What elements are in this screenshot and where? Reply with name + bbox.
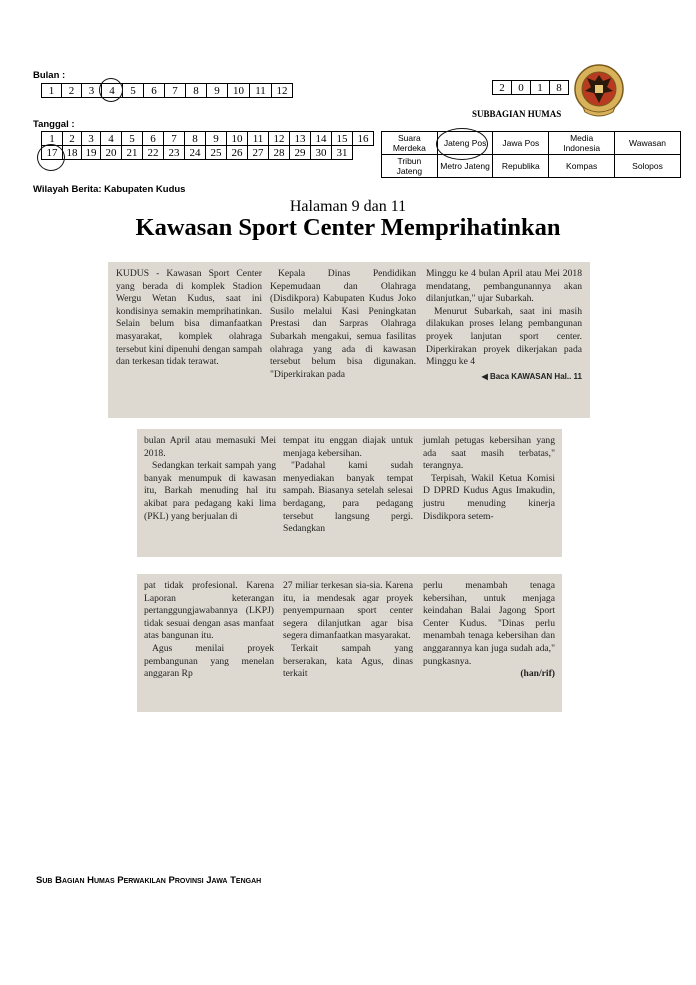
date-cell: 2 (63, 132, 82, 146)
date-cell: 7 (164, 132, 185, 146)
date-cell: 23 (164, 146, 185, 160)
continued-reference: ◀ Baca KAWASAN Hal.. 11 (481, 371, 582, 381)
bulan-label: Bulan : (33, 70, 66, 81)
date-cell: 16 (353, 132, 374, 146)
date-cell: 9 (206, 132, 227, 146)
clip2-paragraph: bulan April atau memasuki Mei 2018. (144, 435, 276, 459)
date-cell: 21 (122, 146, 143, 160)
month-cell: 7 (165, 84, 186, 98)
year-digit-cell: 2 (493, 81, 512, 95)
clip2-paragraph: jumlah petugas kebersihan yang ada saat masih terbatas," terangnya. (423, 435, 555, 472)
newspaper-cell: Metro Jateng (437, 155, 493, 178)
year-digit-cell: 8 (550, 81, 569, 95)
newspaper-cell: Jateng Pos (437, 132, 493, 155)
date-cell: 30 (311, 146, 332, 160)
arrow-icon: ◀ (481, 371, 490, 381)
newspaper-cell: Jawa Pos (493, 132, 549, 155)
date-cell: 8 (185, 132, 206, 146)
date-cell: 11 (248, 132, 269, 146)
date-cell: 12 (269, 132, 290, 146)
footer-text: Sub Bagian Humas Perwakilan Provinsi Jawa Tengah (36, 875, 262, 886)
date-cell: 3 (82, 132, 101, 146)
date-cell: 31 (332, 146, 353, 160)
month-cell: 1 (42, 84, 62, 98)
selected-month-circle (99, 78, 123, 102)
date-cell: 14 (311, 132, 332, 146)
clip1-paragraph: Minggu ke 4 bulan April atau Mei 2018 mendatang, pembangunannya akan dilanjutkan," ujar Subarkah. (426, 268, 582, 305)
date-cell: 25 (206, 146, 227, 160)
month-cell: 8 (186, 84, 207, 98)
date-cell: 6 (143, 132, 164, 146)
month-cell: 12 (272, 84, 293, 98)
news-clipping-3 (137, 574, 562, 712)
date-cell: 1 (42, 132, 63, 146)
clip1-column-2 (270, 268, 416, 381)
clip3-column-3 (423, 580, 555, 681)
date-cell: 28 (269, 146, 290, 160)
newspaper-cell: Republika (493, 155, 549, 178)
month-grid (41, 83, 293, 98)
date-grid (41, 131, 374, 160)
date-cell: 22 (143, 146, 164, 160)
month-cell: 2 (62, 84, 82, 98)
month-cell: 6 (144, 84, 165, 98)
page-reference: Halaman 9 dan 11 (289, 198, 407, 215)
selected-paper-circle (436, 128, 488, 160)
newspaper-table (381, 131, 681, 178)
date-cell: 26 (227, 146, 248, 160)
year-digit-cell: 1 (531, 81, 550, 95)
clip2-column-1 (144, 435, 276, 523)
garuda-emblem-icon (573, 63, 625, 119)
clip3-column-2 (283, 580, 413, 681)
month-cell: 9 (207, 84, 228, 98)
date-cell: 20 (101, 146, 122, 160)
clip1-paragraph: KUDUS - Kawasan Sport Center yang berada di komplek Stadion Wergu Wetan Kudus, saat ini kondisinya semakin memprihatinkan. Selain belum bisa dimanfaatkan masyarakat, komplek olahraga tersebut kini dipenuhi dengan sampah dan terkesan tidak terawat. (116, 268, 262, 368)
date-cell: 24 (185, 146, 206, 160)
clip3-paragraph: pat tidak profesional. Karena Laporan keterangan pertanggungjawabannya (LKPJ) tidak sesuai dengan asas manfaat atas bangunan itu. (144, 580, 274, 642)
date-cell: 18 (63, 146, 82, 160)
clip2-paragraph: Sedangkan terkait sampah yang banyak menumpuk di kawasan itu, Barkah menuding hal itu akibat para pedagang kaki lima (PKL) yang berjualan di (144, 460, 276, 522)
wilayah-berita: Wilayah Berita: Kabupaten Kudus (33, 184, 186, 195)
clip1-paragraph: Menurut Subarkah, saat ini masih dilakukan proses lelang pembangunan proyek lanjutan sport center. Diperkirakan proyek dikerjakan pada Minggu ke 4 (426, 305, 582, 368)
newspaper-cell: Suara Merdeka (382, 132, 438, 155)
newspaper-cell: Kompas (549, 155, 615, 178)
selected-date-circle (37, 144, 65, 171)
month-cell: 3 (82, 84, 102, 98)
clip2-paragraph: tempat itu enggan diajak untuk menjaga kebersihan. (283, 435, 413, 459)
date-cell: 19 (82, 146, 101, 160)
year-box (492, 80, 569, 95)
date-cell: 10 (227, 132, 248, 146)
article-title: Kawasan Sport Center Memprihatinkan (135, 214, 561, 241)
office-name: SUBBAGIAN HUMAS (472, 109, 562, 119)
clip3-paragraph: 27 miliar terkesan sia-sia. Karena itu, ia mendesak agar proyek penyempurnaan sport center segera dilanjutkan agar bisa segera dimanfaatkan masyarakat. (283, 580, 413, 642)
author-initials: (han/rif) (520, 668, 555, 680)
tanggal-label: Tanggal : (33, 119, 75, 130)
clip3-paragraph: perlu menambah tenaga kebersihan, untuk menjaga keindahan Balai Jagong Sport Center Kudus. "Dinas perlu menambah tenaga kebersihan dan anggarannya kan juga sudah ada," pungkasnya. (423, 580, 555, 667)
newspaper-cell: Wawasan (615, 132, 681, 155)
news-clipping-2 (137, 429, 562, 557)
newspaper-cell: Media Indonesia (549, 132, 615, 155)
clip1-paragraph: Kepala Dinas Pendidikan Kepemudaan dan Olahraga (Disdikpora) Kabupaten Kudus Joko Susilo melalui Kasi Peningkatan Prestasi dan Sarpras Olahraga Subarkah mengakui, semua fasilitas olahraga yang ada di kawasan tersebut belum bisa digunakan. "Diperkirakan pada (270, 268, 416, 380)
clip1-column-3 (426, 268, 582, 383)
month-cell: 10 (228, 84, 250, 98)
date-cell: 13 (290, 132, 311, 146)
clip2-paragraph: Terpisah, Wakil Ketua Komisi D DPRD Kudus Agus Imakudin, justru menuding kinerja Disdikpora setem- (423, 472, 555, 522)
date-cell: 15 (332, 132, 353, 146)
month-cell: 4 (102, 84, 123, 98)
month-cell: 11 (250, 84, 272, 98)
date-cell: 29 (290, 146, 311, 160)
newspaper-cell: Solopos (615, 155, 681, 178)
clip2-paragraph: "Padahal kami sudah menyediakan banyak tempat sampah. Biasanya setelah selesai berdagang, para pedagang tersebut langsung pergi. Sedangkan (283, 460, 413, 535)
newspaper-cell: Tribun Jateng (382, 155, 438, 178)
date-cell: 17 (42, 146, 63, 160)
date-cell: 27 (248, 146, 269, 160)
clip3-paragraph: Terkait sampah yang berserakan, kata Agus, dinas terkait (283, 642, 413, 680)
clip2-column-2 (283, 435, 413, 536)
date-cell: 4 (101, 132, 122, 146)
clip1-column-1 (116, 268, 262, 369)
news-clipping-1 (108, 262, 590, 418)
year-digit-cell: 0 (512, 81, 531, 95)
date-cell: 5 (122, 132, 143, 146)
month-cell: 5 (123, 84, 144, 98)
clip2-column-3 (423, 435, 555, 523)
clip3-paragraph: Agus menilai proyek pembangunan yang menelan anggaran Rp (144, 642, 274, 680)
clip3-column-1 (144, 580, 274, 681)
